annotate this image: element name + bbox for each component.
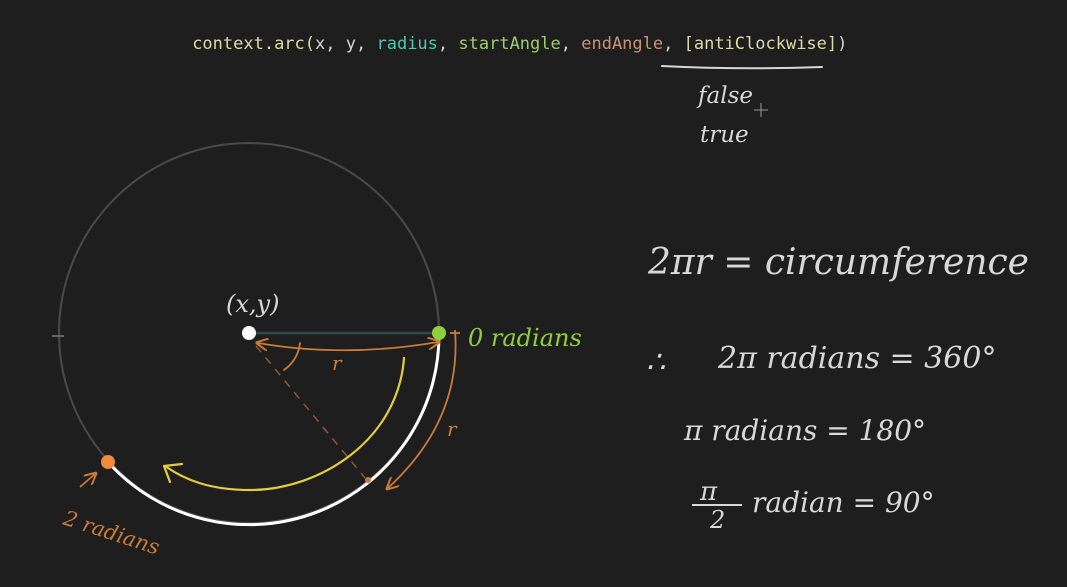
code-param-radius: radius xyxy=(376,34,438,54)
code-param-x: x xyxy=(315,34,326,54)
code-separator: , xyxy=(325,34,346,54)
code-separator: , xyxy=(356,34,377,54)
code-separator: , xyxy=(437,34,459,54)
code-line xyxy=(141,34,878,54)
direction-arrow xyxy=(165,358,404,490)
note-two-pi-radians: 2π radians = 360° xyxy=(718,341,997,376)
anticlockwise-option-true: true xyxy=(700,122,749,148)
anticlockwise-underline xyxy=(662,66,822,68)
center-label: (x,y) xyxy=(226,290,280,318)
code-param-anticlockwise: [antiClockwise] xyxy=(683,34,838,54)
two-radians-pointer-arrow xyxy=(80,474,95,487)
note-circumference: 2πr = circumference xyxy=(648,242,1029,283)
code-param-y: y xyxy=(345,34,356,54)
code-function: context.arc( xyxy=(192,34,316,54)
note-half-pi-radian: radian = 90° xyxy=(752,486,935,519)
code-param-end-angle: endAngle xyxy=(581,34,664,54)
direction-arrowhead-icon xyxy=(164,464,182,482)
radius-label-top: r xyxy=(332,351,342,375)
note-fraction-numerator: π xyxy=(700,477,718,507)
dashed-radius xyxy=(256,346,365,478)
radius-measure-arrow xyxy=(258,342,438,350)
code-param-start-angle: startAngle xyxy=(458,34,561,54)
code-separator: , xyxy=(560,34,582,54)
radius-label-side: r xyxy=(447,417,457,441)
arc-length-arrow xyxy=(388,330,456,488)
arc-angle-point xyxy=(365,477,371,483)
code-close-paren: ) xyxy=(837,34,848,54)
code-separator: , xyxy=(663,34,684,54)
note-pi-radians: π radians = 180° xyxy=(684,414,927,447)
zero-radian-point xyxy=(432,326,446,340)
anticlockwise-option-false: false xyxy=(698,83,753,109)
two-radian-point xyxy=(101,455,115,469)
zero-radians-label: 0 radians xyxy=(468,324,582,352)
note-fraction-denominator: 2 xyxy=(710,506,726,534)
arc-path xyxy=(108,333,439,525)
note-therefore-symbol: ∴ xyxy=(646,345,666,380)
crosshair-cursor-icon xyxy=(754,103,768,117)
two-radians-label: 2 radians xyxy=(60,505,163,560)
center-point xyxy=(242,326,256,340)
